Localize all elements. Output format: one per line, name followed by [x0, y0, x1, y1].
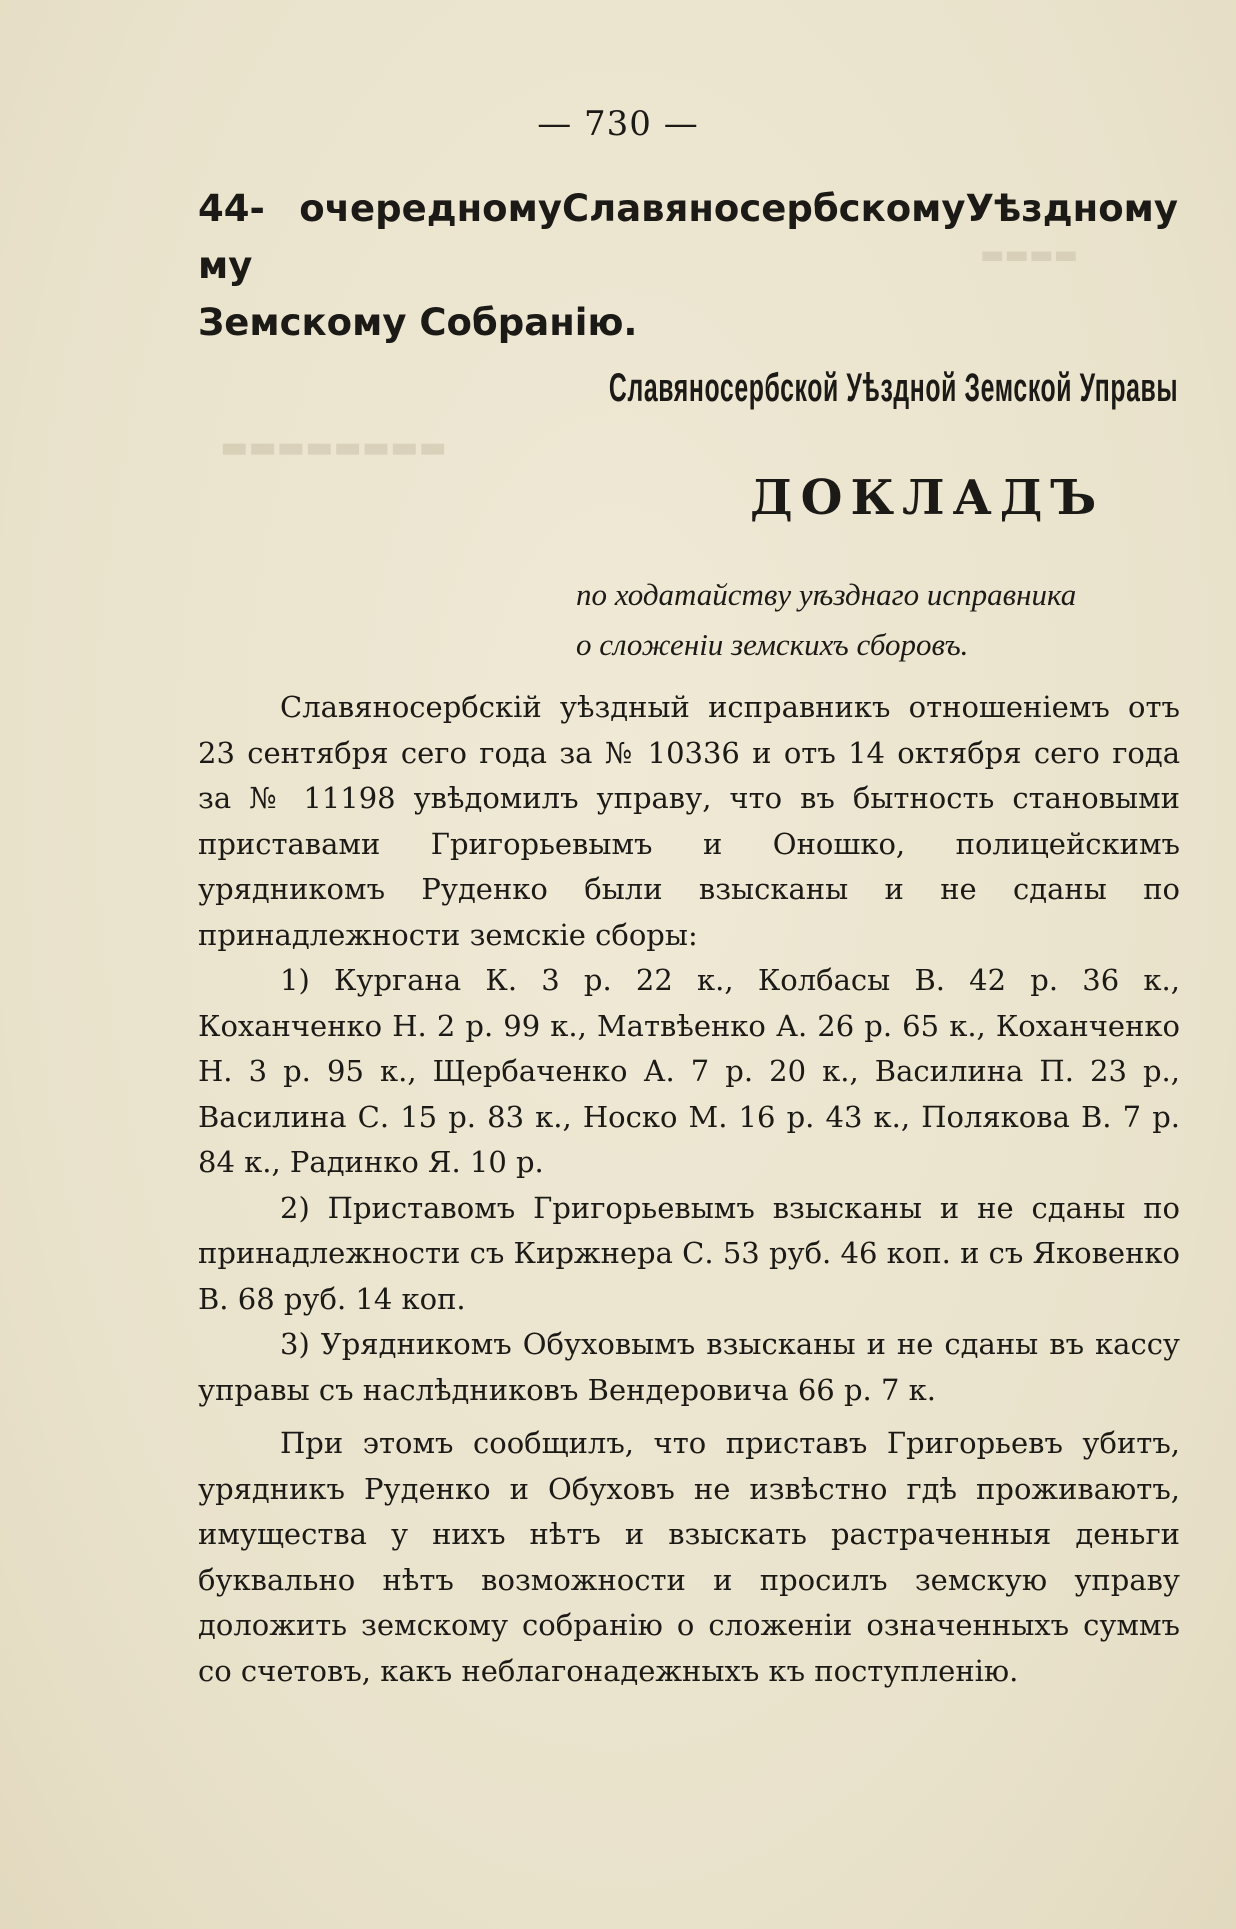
paragraph-conclusion: При этомъ сообщилъ, что приставъ Григорьевъ убитъ, урядникъ Руденко и Обуховъ не извѣстно гдѣ проживаютъ, имущества у нихъ нѣтъ и взыскать растраченныя деньги буквально нѣтъ возможности и просилъ земскую управу доложить земскому собранiю о сложенiи означенныхъ суммъ со счетовъ, какъ неблагонадежныхъ къ поступленiю. [198, 1426, 1180, 1688]
heading-word: Славяносербскому [561, 187, 966, 230]
report-body [198, 685, 1180, 1694]
doklad-title: ДОКЛАДЪ [750, 470, 1105, 526]
heading-word: Уѣздному [965, 187, 1178, 230]
page-number: — 730 — [537, 104, 699, 144]
heading-word: 44-му [198, 187, 265, 287]
paragraph-item-1: 1) Кургана К. 3 р. 22 к., Колбасы В. 42 р. 36 к., Коханченко Н. 2 р. 99 к., Матвѣенко А. 26 р. 65 к., Коханченко Н. 3 р. 95 к., Щербаченко А. 7 р. 20 к., Василина П. 23 р., Василина С. 15 р. 83 к., Носко М. 16 р. 43 к., Полякова В. 7 р. 84 к., Радинко Я. 10 р. [198, 963, 1180, 1179]
paragraph-item-2: 2) Приставомъ Григорьевымъ взысканы и не сданы по принадлежности съ Киржнера С. 53 руб. 46 коп. и съ Яковенко В. 68 руб. 14 коп. [198, 1190, 1180, 1316]
heading-word: очередному [299, 187, 562, 230]
paragraph-item-3: 3) Урядникомъ Обуховымъ взысканы и не сданы въ кассу управы съ наслѣдниковъ Вендеровича 66 р. 7 к. [198, 1327, 1180, 1407]
paragraph-intro: Славяносербскiй уѣздный исправникъ отношенiемъ отъ 23 сентября сего года за № 10336 и отъ 14 октября сего года за № 11198 увѣдомилъ управу, что въ бытность становыми приставами Григорьевымъ и Оношко, полицейскимъ урядникомъ Руденко были взысканы и не сданы по принадлежности земскiе сборы: [198, 690, 1180, 952]
report-subtitle [576, 570, 1180, 670]
bleed-through-mark: ▬▬▬▬ [980, 240, 1079, 270]
heading-line-1 [198, 180, 1178, 294]
subtitle-line-2: о сложенiи земскихъ сборовъ. [576, 627, 969, 662]
bleed-through-mark: ▬▬▬▬▬▬▬▬ [220, 430, 447, 465]
subtitle-line-1: по ходатайству уѣзднаго исправника [576, 577, 1077, 612]
document-heading [198, 180, 1178, 351]
uprava-title: Славяносербской Уѣздной Земской Управы [608, 366, 1178, 410]
heading-line-2: Земскому Собранiю. [198, 301, 638, 344]
